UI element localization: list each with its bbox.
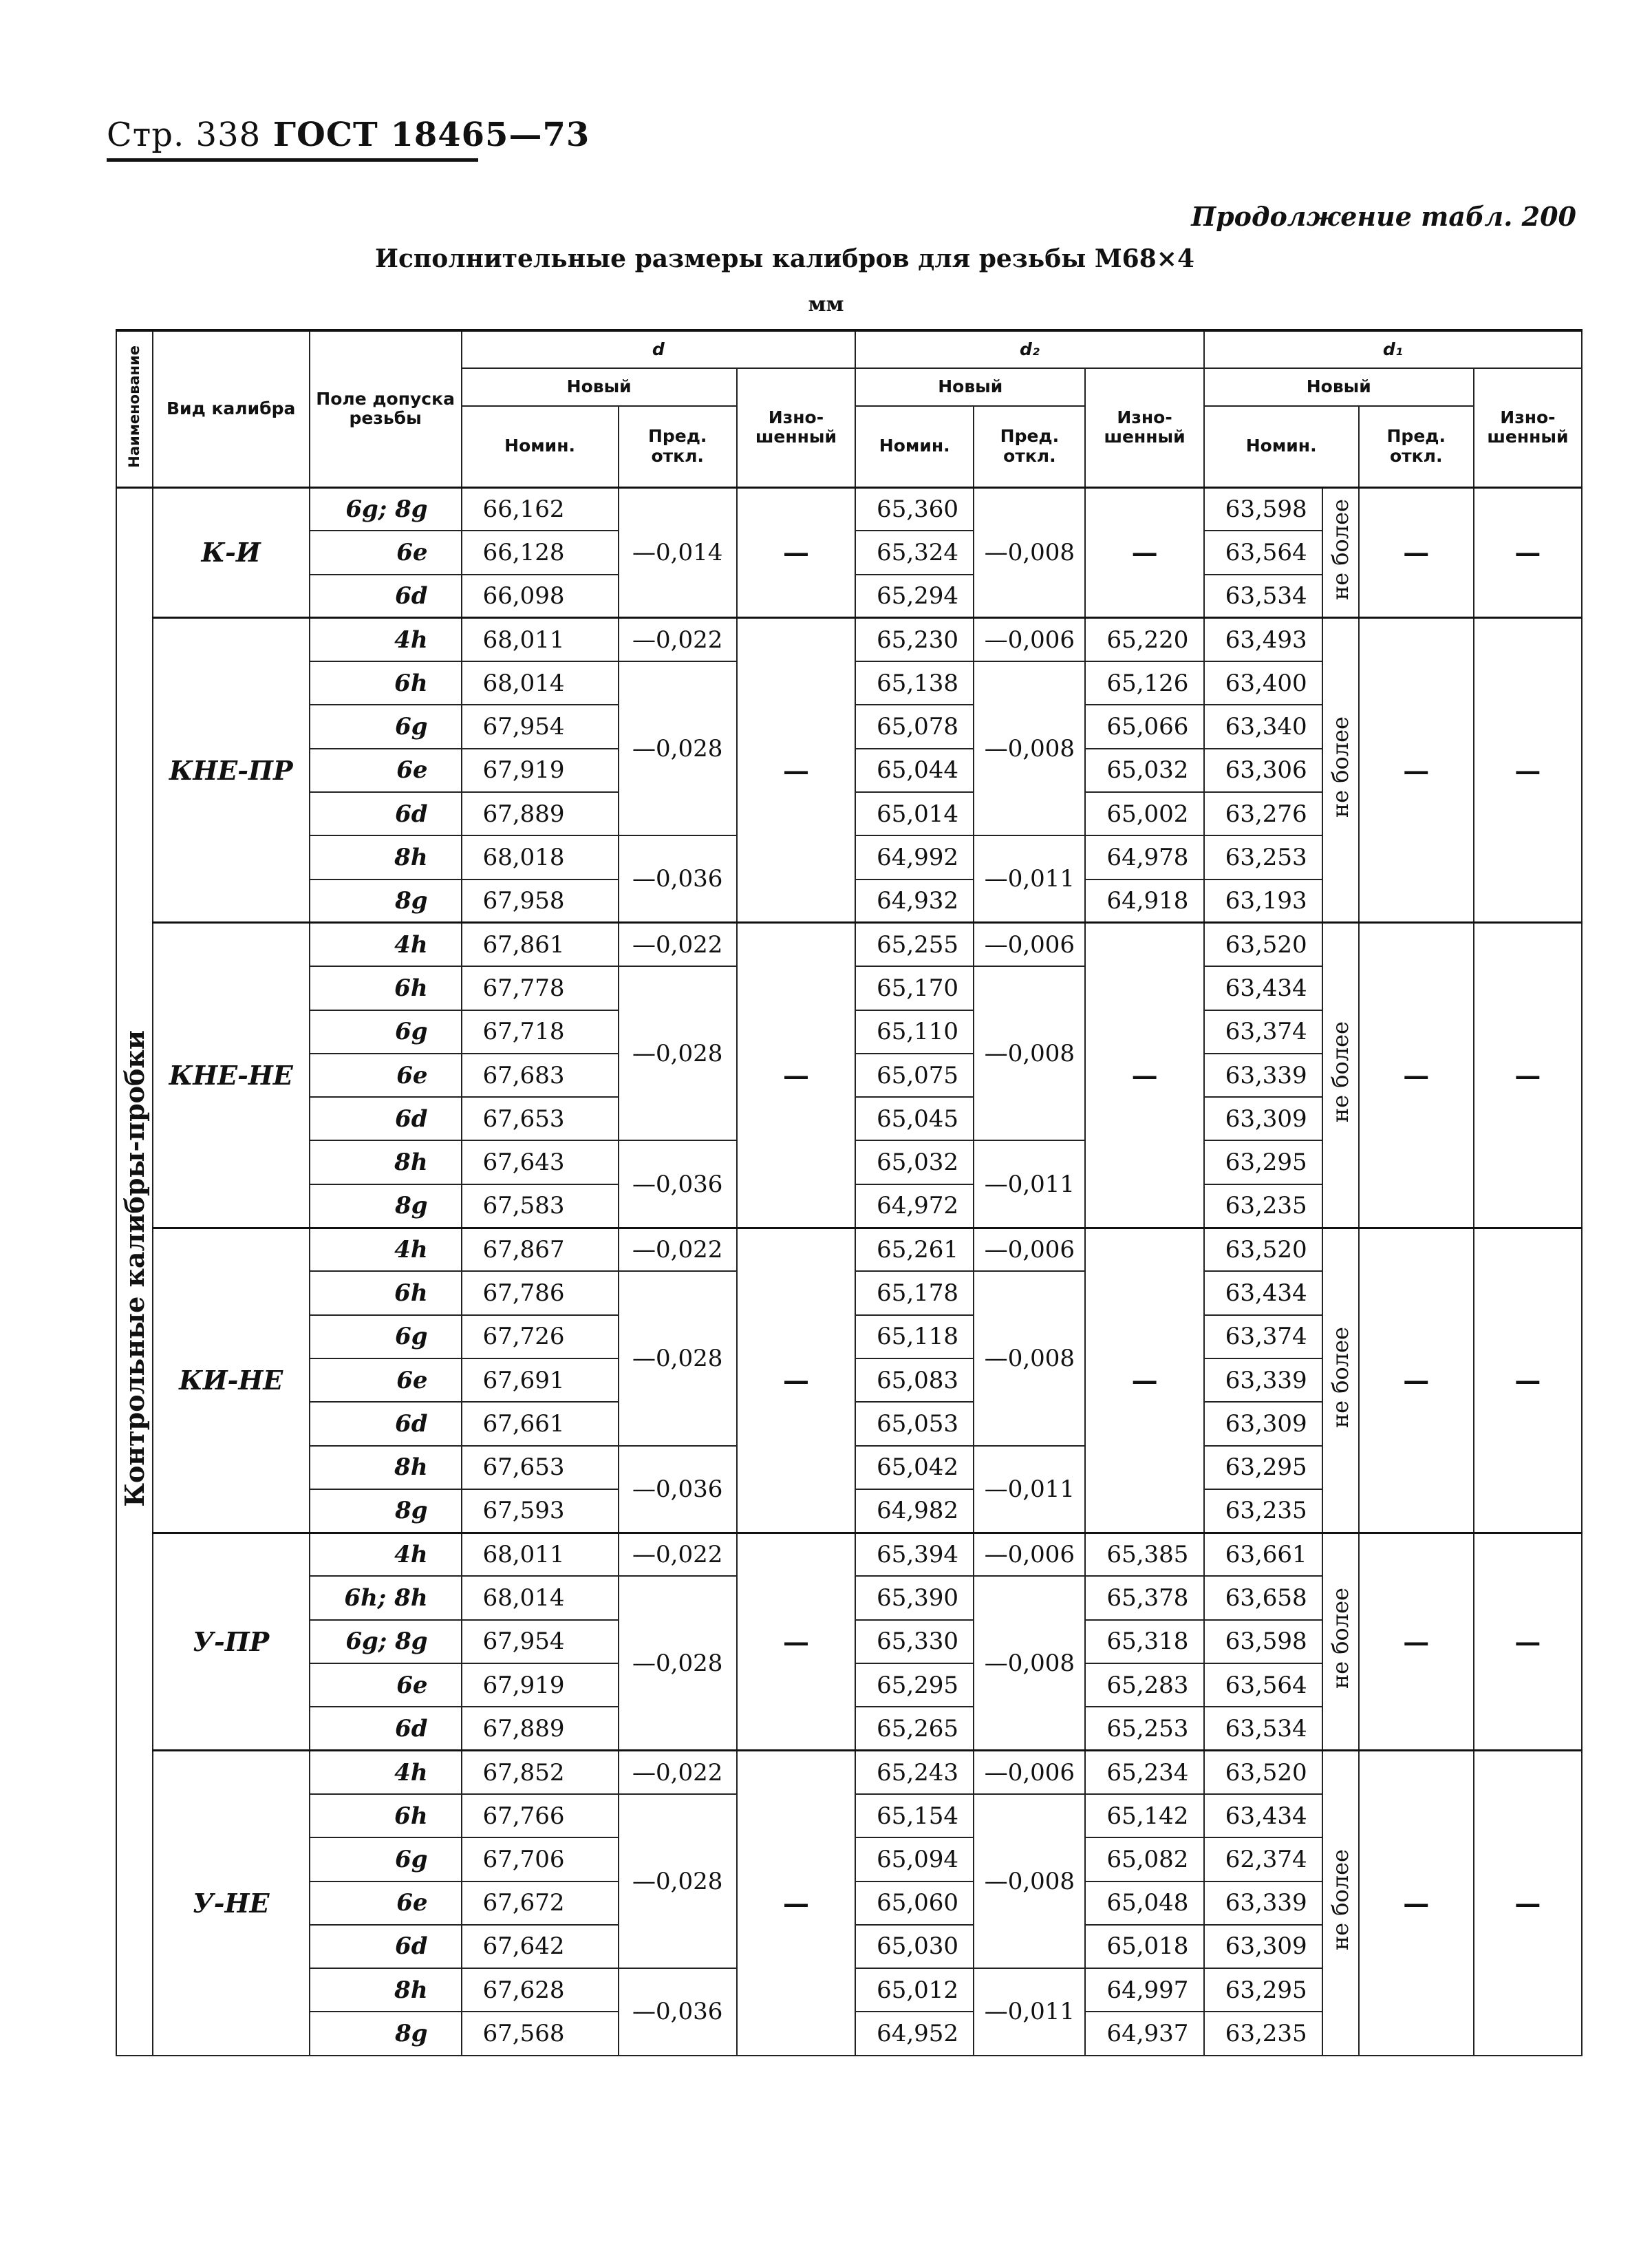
d2-worn-header: Изно-шенный bbox=[1085, 368, 1203, 487]
d2-deviation: —0,011 bbox=[974, 1446, 1085, 1533]
d2-nominal: 65,295 bbox=[855, 1663, 974, 1707]
gauge-kind: У-НЕ bbox=[153, 1751, 310, 2056]
gauge-kind: КИ-НЕ bbox=[153, 1228, 310, 1533]
tolerance-field: 8h bbox=[310, 1446, 462, 1489]
side-label-text: Контрольные калибры-пробки bbox=[118, 1030, 150, 1507]
d2-worn: 65,082 bbox=[1085, 1837, 1203, 1881]
d-nominal: 67,643 bbox=[462, 1140, 619, 1184]
d-nominal: 67,661 bbox=[462, 1402, 619, 1445]
not-more-note-text: не более bbox=[1327, 1849, 1354, 1951]
gauge-kind: У-ПР bbox=[153, 1533, 310, 1750]
tolerance-field: 4h bbox=[310, 1228, 462, 1271]
d2-worn: 64,997 bbox=[1085, 1968, 1203, 2012]
d-worn: — bbox=[737, 618, 855, 923]
d2-worn: 64,937 bbox=[1085, 2012, 1203, 2055]
d2-worn: 65,142 bbox=[1085, 1794, 1203, 1837]
d-deviation: —0,036 bbox=[619, 835, 737, 923]
d1-nominal: 63,339 bbox=[1204, 1054, 1322, 1097]
d1-deviation: — bbox=[1359, 1533, 1474, 1750]
d2-nominal: 65,360 bbox=[855, 487, 974, 531]
tolerance-field: 6h; 8h bbox=[310, 1576, 462, 1619]
d2-nominal: 65,094 bbox=[855, 1837, 974, 1881]
d1-nominal: 63,493 bbox=[1204, 618, 1322, 661]
d2-nominal: 65,014 bbox=[855, 792, 974, 835]
table-unit: мм bbox=[808, 292, 844, 317]
d1-deviation: — bbox=[1359, 923, 1474, 1228]
d-deviation: —0,036 bbox=[619, 1446, 737, 1533]
d1-nominal: 63,434 bbox=[1204, 1271, 1322, 1314]
d2-nominal: 65,118 bbox=[855, 1315, 974, 1358]
d2-column-header: d₂ bbox=[855, 330, 1204, 368]
d-deviation: —0,028 bbox=[619, 1794, 737, 1968]
d1-nominal: 63,520 bbox=[1204, 1228, 1322, 1271]
tolerance-field: 6h bbox=[310, 966, 462, 1010]
d2-deviation: —0,008 bbox=[974, 487, 1085, 618]
d-deviation-header: Пред. откл. bbox=[619, 406, 737, 487]
d1-nominal: 63,564 bbox=[1204, 531, 1322, 574]
tolerance-field: 6h bbox=[310, 1794, 462, 1837]
d2-worn: — bbox=[1085, 1228, 1203, 1533]
tolerance-field: 6d bbox=[310, 792, 462, 835]
d-nominal: 67,653 bbox=[462, 1446, 619, 1489]
d2-nominal: 65,324 bbox=[855, 531, 974, 574]
d-nominal: 67,766 bbox=[462, 1794, 619, 1837]
not-more-note bbox=[1322, 618, 1359, 923]
d2-nominal: 65,044 bbox=[855, 749, 974, 792]
d1-nominal: 63,598 bbox=[1204, 487, 1322, 531]
tolerance-column-header: Поле допуска резьбы bbox=[310, 330, 462, 487]
d2-deviation: —0,008 bbox=[974, 1576, 1085, 1750]
tolerance-field: 6g bbox=[310, 1315, 462, 1358]
d1-nominal: 63,374 bbox=[1204, 1315, 1322, 1358]
d2-worn: — bbox=[1085, 923, 1203, 1228]
d1-new-header: Новый bbox=[1204, 368, 1474, 406]
d2-worn: 65,126 bbox=[1085, 661, 1203, 705]
gauge-kind: КНЕ-НЕ bbox=[153, 923, 310, 1228]
tolerance-field: 6e bbox=[310, 1663, 462, 1707]
table-title: Исполнительные размеры калибров для резьбы М68×4 bbox=[374, 244, 1194, 273]
not-more-note-text: не более bbox=[1327, 1326, 1354, 1428]
d2-nominal: 64,992 bbox=[855, 835, 974, 879]
d-worn: — bbox=[737, 1751, 855, 2056]
d2-nominal: 65,170 bbox=[855, 966, 974, 1010]
d-new-header: Новый bbox=[462, 368, 737, 406]
d-nominal: 67,919 bbox=[462, 1663, 619, 1707]
d2-worn: 65,220 bbox=[1085, 618, 1203, 661]
d-deviation: —0,014 bbox=[619, 487, 737, 618]
d2-worn: — bbox=[1085, 487, 1203, 618]
table-header bbox=[116, 330, 1582, 487]
tolerance-field: 4h bbox=[310, 1751, 462, 1794]
header-rule bbox=[107, 158, 478, 162]
d-deviation: —0,036 bbox=[619, 1968, 737, 2056]
d-deviation: —0,028 bbox=[619, 1271, 737, 1445]
d2-nominal: 65,255 bbox=[855, 923, 974, 966]
d-nominal: 67,958 bbox=[462, 880, 619, 923]
d1-nominal: 63,295 bbox=[1204, 1968, 1322, 2012]
tolerance-field: 4h bbox=[310, 1533, 462, 1576]
tolerance-field: 4h bbox=[310, 923, 462, 966]
d-nominal: 68,014 bbox=[462, 661, 619, 705]
d2-nominal: 65,053 bbox=[855, 1402, 974, 1445]
d-nominal: 67,954 bbox=[462, 1620, 619, 1663]
d2-nominal: 65,083 bbox=[855, 1358, 974, 1402]
d-nominal: 67,718 bbox=[462, 1010, 619, 1054]
d-nominal: 67,786 bbox=[462, 1271, 619, 1314]
d2-deviation: —0,006 bbox=[974, 923, 1085, 966]
d2-worn: 65,253 bbox=[1085, 1707, 1203, 1750]
d1-nominal: 63,309 bbox=[1204, 1925, 1322, 1968]
d-nominal: 67,642 bbox=[462, 1925, 619, 1968]
d2-deviation: —0,006 bbox=[974, 1228, 1085, 1271]
tolerance-field: 8g bbox=[310, 1489, 462, 1533]
d-nominal: 67,889 bbox=[462, 1707, 619, 1750]
tolerance-field: 6d bbox=[310, 1925, 462, 1968]
not-more-note bbox=[1322, 923, 1359, 1228]
tolerance-field: 8g bbox=[310, 2012, 462, 2055]
d1-nominal: 63,295 bbox=[1204, 1140, 1322, 1184]
d-nominal: 67,861 bbox=[462, 923, 619, 966]
d2-worn: 65,318 bbox=[1085, 1620, 1203, 1663]
name-column-header: Наименование bbox=[116, 330, 153, 487]
d-nominal: 68,011 bbox=[462, 618, 619, 661]
tolerance-field: 8h bbox=[310, 1140, 462, 1184]
tolerance-field: 6g; 8g bbox=[310, 487, 462, 531]
tolerance-field: 6d bbox=[310, 575, 462, 618]
tolerance-field: 8g bbox=[310, 880, 462, 923]
d1-nominal: 63,534 bbox=[1204, 1707, 1322, 1750]
d2-nominal: 65,078 bbox=[855, 705, 974, 748]
d-worn: — bbox=[737, 1533, 855, 1750]
d-deviation: —0,022 bbox=[619, 1751, 737, 1794]
d2-nominal: 65,330 bbox=[855, 1620, 974, 1663]
page-header bbox=[107, 116, 590, 154]
d-nominal-header: Номин. bbox=[462, 406, 619, 487]
d-nominal: 66,128 bbox=[462, 531, 619, 574]
d2-nominal: 64,972 bbox=[855, 1184, 974, 1228]
d-nominal: 66,098 bbox=[462, 575, 619, 618]
d-nominal: 68,014 bbox=[462, 1576, 619, 1619]
d1-worn: — bbox=[1474, 923, 1582, 1228]
table-row bbox=[116, 618, 1582, 661]
tolerance-field: 8h bbox=[310, 1968, 462, 2012]
d1-nominal: 63,658 bbox=[1204, 1576, 1322, 1619]
d2-nominal: 65,394 bbox=[855, 1533, 974, 1576]
d-column-header: d bbox=[462, 330, 856, 368]
tolerance-field: 4h bbox=[310, 618, 462, 661]
tolerance-field: 6d bbox=[310, 1097, 462, 1140]
d-nominal: 67,568 bbox=[462, 2012, 619, 2055]
d-nominal: 67,593 bbox=[462, 1489, 619, 1533]
table-row bbox=[116, 923, 1582, 966]
d-nominal: 67,726 bbox=[462, 1315, 619, 1358]
d-nominal: 67,691 bbox=[462, 1358, 619, 1402]
tolerance-field: 6g bbox=[310, 1837, 462, 1881]
gauge-kind: К-И bbox=[153, 487, 310, 618]
d1-nominal: 63,598 bbox=[1204, 1620, 1322, 1663]
side-label bbox=[116, 487, 153, 2056]
d1-nominal: 63,661 bbox=[1204, 1533, 1322, 1576]
d2-worn: 64,978 bbox=[1085, 835, 1203, 879]
tolerance-field: 6e bbox=[310, 1358, 462, 1402]
d1-nominal: 63,306 bbox=[1204, 749, 1322, 792]
d2-nominal: 65,060 bbox=[855, 1881, 974, 1925]
d-nominal: 67,653 bbox=[462, 1097, 619, 1140]
d1-deviation-header: Пред. откл. bbox=[1359, 406, 1474, 487]
d-deviation: —0,022 bbox=[619, 618, 737, 661]
d-worn: — bbox=[737, 487, 855, 618]
not-more-note-text: не более bbox=[1327, 498, 1354, 601]
d2-nominal: 65,042 bbox=[855, 1446, 974, 1489]
d-worn: — bbox=[737, 1228, 855, 1533]
d1-nominal: 63,340 bbox=[1204, 705, 1322, 748]
d1-nominal: 63,235 bbox=[1204, 1184, 1322, 1228]
d2-nominal: 65,178 bbox=[855, 1271, 974, 1314]
d-deviation: —0,036 bbox=[619, 1140, 737, 1228]
d1-nominal: 63,434 bbox=[1204, 1794, 1322, 1837]
d2-deviation-header: Пред. откл. bbox=[974, 406, 1085, 487]
d-nominal: 67,919 bbox=[462, 749, 619, 792]
d1-worn: — bbox=[1474, 618, 1582, 923]
d2-deviation: —0,011 bbox=[974, 835, 1085, 923]
d2-worn: 64,918 bbox=[1085, 880, 1203, 923]
d2-nominal: 65,045 bbox=[855, 1097, 974, 1140]
not-more-note bbox=[1322, 1751, 1359, 2056]
page-number: Стр. 338 bbox=[107, 116, 261, 154]
d1-deviation: — bbox=[1359, 618, 1474, 923]
table-row bbox=[116, 1533, 1582, 1576]
tolerance-field: 6h bbox=[310, 1271, 462, 1314]
d2-nominal: 65,265 bbox=[855, 1707, 974, 1750]
d2-nominal: 65,138 bbox=[855, 661, 974, 705]
d-nominal: 67,954 bbox=[462, 705, 619, 748]
d-nominal: 67,672 bbox=[462, 1881, 619, 1925]
d2-deviation: —0,011 bbox=[974, 1968, 1085, 2056]
tolerance-field: 6e bbox=[310, 749, 462, 792]
d2-worn: 65,066 bbox=[1085, 705, 1203, 748]
tolerance-field: 6e bbox=[310, 1054, 462, 1097]
d1-worn: — bbox=[1474, 1228, 1582, 1533]
d2-nominal: 65,075 bbox=[855, 1054, 974, 1097]
table-row bbox=[116, 1751, 1582, 1794]
d1-nominal: 63,193 bbox=[1204, 880, 1322, 923]
d2-deviation: —0,006 bbox=[974, 618, 1085, 661]
d2-worn: 65,048 bbox=[1085, 1881, 1203, 1925]
not-more-note-text: не более bbox=[1327, 1021, 1354, 1123]
d1-nominal: 63,534 bbox=[1204, 575, 1322, 618]
d-worn-header: Изно-шенный bbox=[737, 368, 855, 487]
table-row bbox=[116, 487, 1582, 531]
d1-nominal: 63,374 bbox=[1204, 1010, 1322, 1054]
tolerance-field: 6g; 8g bbox=[310, 1620, 462, 1663]
d-deviation: —0,028 bbox=[619, 966, 737, 1140]
d2-worn: 65,018 bbox=[1085, 1925, 1203, 1968]
d-nominal: 67,889 bbox=[462, 792, 619, 835]
d1-worn: — bbox=[1474, 487, 1582, 618]
d-nominal: 67,852 bbox=[462, 1751, 619, 1794]
d-deviation: —0,022 bbox=[619, 1533, 737, 1576]
d-deviation: —0,028 bbox=[619, 661, 737, 835]
d2-nominal: 64,932 bbox=[855, 880, 974, 923]
d1-nominal: 63,400 bbox=[1204, 661, 1322, 705]
tolerance-field: 6d bbox=[310, 1707, 462, 1750]
tolerance-field: 6g bbox=[310, 705, 462, 748]
d2-nominal: 65,390 bbox=[855, 1576, 974, 1619]
d1-nominal: 63,235 bbox=[1204, 2012, 1322, 2055]
d1-nominal: 63,339 bbox=[1204, 1881, 1322, 1925]
d2-deviation: —0,006 bbox=[974, 1533, 1085, 1576]
document-code: ГОСТ 18465—73 bbox=[272, 116, 590, 154]
gauge-dimensions-table bbox=[116, 329, 1583, 2056]
d-nominal: 68,018 bbox=[462, 835, 619, 879]
d1-nominal: 63,520 bbox=[1204, 923, 1322, 966]
tolerance-field: 6e bbox=[310, 1881, 462, 1925]
d1-nominal: 63,235 bbox=[1204, 1489, 1322, 1533]
not-more-note bbox=[1322, 1533, 1359, 1750]
d2-deviation: —0,011 bbox=[974, 1140, 1085, 1228]
d1-deviation: — bbox=[1359, 1751, 1474, 2056]
d2-nominal: 65,294 bbox=[855, 575, 974, 618]
d-deviation: —0,022 bbox=[619, 923, 737, 966]
d2-nominal: 65,154 bbox=[855, 1794, 974, 1837]
d2-deviation: —0,008 bbox=[974, 1794, 1085, 1968]
d1-nominal: 63,276 bbox=[1204, 792, 1322, 835]
d1-nominal: 62,374 bbox=[1204, 1837, 1322, 1881]
table-row bbox=[116, 1228, 1582, 1271]
d1-worn: — bbox=[1474, 1751, 1582, 2056]
not-more-note-text: не более bbox=[1327, 716, 1354, 818]
d1-worn-header: Изно-шенный bbox=[1474, 368, 1582, 487]
d-deviation: —0,022 bbox=[619, 1228, 737, 1271]
d2-nominal: 64,982 bbox=[855, 1489, 974, 1533]
tolerance-field: 6g bbox=[310, 1010, 462, 1054]
d-nominal: 67,683 bbox=[462, 1054, 619, 1097]
d-nominal: 67,778 bbox=[462, 966, 619, 1010]
d2-nominal: 64,952 bbox=[855, 2012, 974, 2055]
d2-deviation: —0,008 bbox=[974, 966, 1085, 1140]
d1-nominal: 63,339 bbox=[1204, 1358, 1322, 1402]
d1-nominal: 63,434 bbox=[1204, 966, 1322, 1010]
d2-worn: 65,002 bbox=[1085, 792, 1203, 835]
d2-nominal: 65,030 bbox=[855, 1925, 974, 1968]
d2-worn: 65,378 bbox=[1085, 1576, 1203, 1619]
d-nominal: 67,583 bbox=[462, 1184, 619, 1228]
d2-worn: 65,234 bbox=[1085, 1751, 1203, 1794]
d2-worn: 65,385 bbox=[1085, 1533, 1203, 1576]
d1-nominal: 63,564 bbox=[1204, 1663, 1322, 1707]
d1-deviation: — bbox=[1359, 1228, 1474, 1533]
d1-deviation: — bbox=[1359, 487, 1474, 618]
d2-nominal: 65,230 bbox=[855, 618, 974, 661]
d2-worn: 65,032 bbox=[1085, 749, 1203, 792]
d2-deviation: —0,006 bbox=[974, 1751, 1085, 1794]
tolerance-field: 6h bbox=[310, 661, 462, 705]
d-nominal: 67,628 bbox=[462, 1968, 619, 2012]
tolerance-field: 8g bbox=[310, 1184, 462, 1228]
d1-nominal: 63,253 bbox=[1204, 835, 1322, 879]
tolerance-field: 6e bbox=[310, 531, 462, 574]
d2-nominal: 65,261 bbox=[855, 1228, 974, 1271]
d-worn: — bbox=[737, 923, 855, 1228]
kind-column-header: Вид калибра bbox=[153, 330, 310, 487]
table-body bbox=[116, 487, 1582, 2056]
d1-nominal-header: Номин. bbox=[1204, 406, 1359, 487]
d1-nominal: 63,309 bbox=[1204, 1097, 1322, 1140]
d2-nominal: 65,012 bbox=[855, 1968, 974, 2012]
d2-nominal: 65,032 bbox=[855, 1140, 974, 1184]
d1-nominal: 63,309 bbox=[1204, 1402, 1322, 1445]
d2-nominal: 65,243 bbox=[855, 1751, 974, 1794]
d2-worn: 65,283 bbox=[1085, 1663, 1203, 1707]
d1-column-header: d₁ bbox=[1204, 330, 1582, 368]
d-nominal: 66,162 bbox=[462, 487, 619, 531]
not-more-note-text: не более bbox=[1327, 1588, 1354, 1689]
d2-nominal: 65,110 bbox=[855, 1010, 974, 1054]
tolerance-field: 6d bbox=[310, 1402, 462, 1445]
gauge-kind: КНЕ-ПР bbox=[153, 618, 310, 923]
d-deviation: —0,028 bbox=[619, 1576, 737, 1750]
table-continuation: Продолжение табл. 200 bbox=[1191, 201, 1576, 232]
d2-nominal-header: Номин. bbox=[855, 406, 974, 487]
d1-nominal: 63,520 bbox=[1204, 1751, 1322, 1794]
not-more-note bbox=[1322, 487, 1359, 618]
d-nominal: 67,867 bbox=[462, 1228, 619, 1271]
d2-new-header: Новый bbox=[855, 368, 1085, 406]
d-nominal: 67,706 bbox=[462, 1837, 619, 1881]
not-more-note bbox=[1322, 1228, 1359, 1533]
d2-deviation: —0,008 bbox=[974, 1271, 1085, 1445]
d-nominal: 68,011 bbox=[462, 1533, 619, 1576]
tolerance-field: 8h bbox=[310, 835, 462, 879]
d1-nominal: 63,295 bbox=[1204, 1446, 1322, 1489]
d1-worn: — bbox=[1474, 1533, 1582, 1750]
d2-deviation: —0,008 bbox=[974, 661, 1085, 835]
